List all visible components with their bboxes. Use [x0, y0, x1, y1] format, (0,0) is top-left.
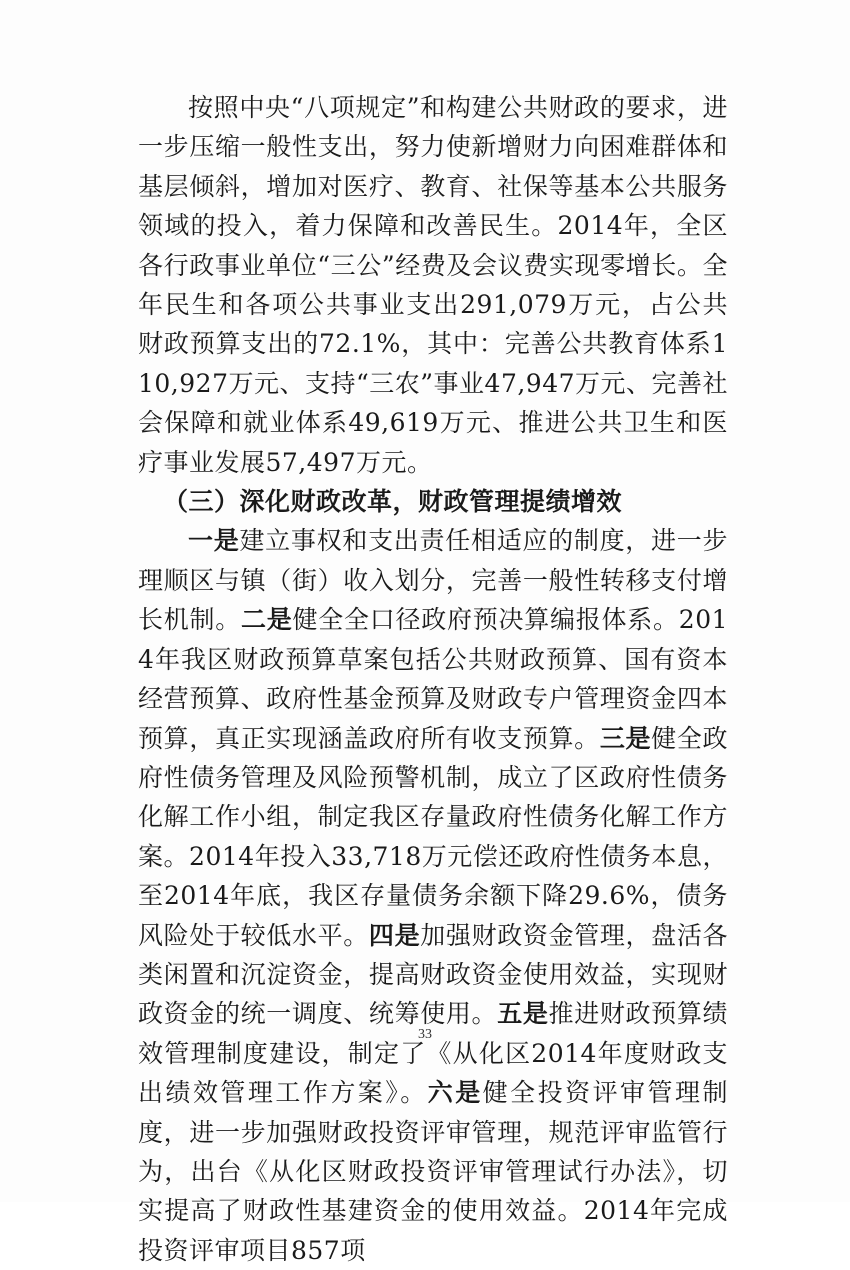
page-number: 33	[418, 1027, 432, 1042]
paragraph-livelihood-spending: 按照中央“八项规定”和构建公共财政的要求，进一步压缩一般性支出，努力使新增财力向困难群体和基层倾斜，增加对医疗、教育、社保等基本公共服务领域的投入，着力保障和改善民生。2014年，全区各行政事业单位“三公”经费及会议费实现零增长。全年民生和各项公共事业支出291,079万元，占公共财政预算支出的72.1%，其中：完善公共教育体系110,927万元、支持“三农”事业47,947万元、完善社会保障和就业体系49,619万元、推进公共卫生和医疗事业发展57,497万元。	[138, 93, 729, 477]
reform-item-1: 建立事权和支出责任相适应的制度，进一步理顺区与镇（街）收入划分，完善一般性转移支付增长机制。	[138, 526, 728, 635]
reform-item-6: 健全投资评审管理制度，进一步加强财政投资评审管理，规范评审监管行为，出台《从化区财政投资评审管理试行办法》，切实提高了财政性基建资金的使用效益。2014年完成投资评审项目857项	[138, 1078, 728, 1265]
lead-phrase-3: 三是	[599, 723, 652, 753]
paragraph-fiscal-reform	[138, 521, 728, 1270]
reform-item-4: 加强财政资金管理，盘活各类闲置和沉淀资金，提高财政资金使用效益，实现财政资金的统一调度、统筹使用。	[138, 920, 728, 1029]
document-body	[138, 88, 728, 1270]
section-heading: （三）深化财政改革，财政管理提绩增效	[163, 487, 623, 517]
lead-phrase-1: 一是	[188, 526, 240, 556]
reform-item-2: 健全全口径政府预决算编报体系。2014年我区财政预算草案包括公共财政预算、国有资本经营预算、政府性基金预算及财政专户管理资金四本预算，真正实现涵盖政府所有收支预算。	[138, 605, 728, 753]
lead-phrase-2: 二是	[241, 605, 293, 635]
lead-phrase-5: 五是	[497, 999, 549, 1029]
reform-item-3: 健全政府性债务管理及风险预警机制，成立了区政府性债务化解工作小组，制定我区存量政府性债务化解工作方案。2014年投入33,718万元偿还政府性债务本息，至2014年底，我区存量债务余额下降29.6%，债务风险处于较低水平。	[138, 723, 728, 950]
lead-phrase-6: 六是	[427, 1078, 483, 1108]
lead-phrase-4: 四是	[368, 920, 421, 950]
reform-item-5: 推进财政预算绩效管理制度建设，制定了《从化区2014年度财政支出绩效管理工作方案》。	[138, 999, 728, 1108]
